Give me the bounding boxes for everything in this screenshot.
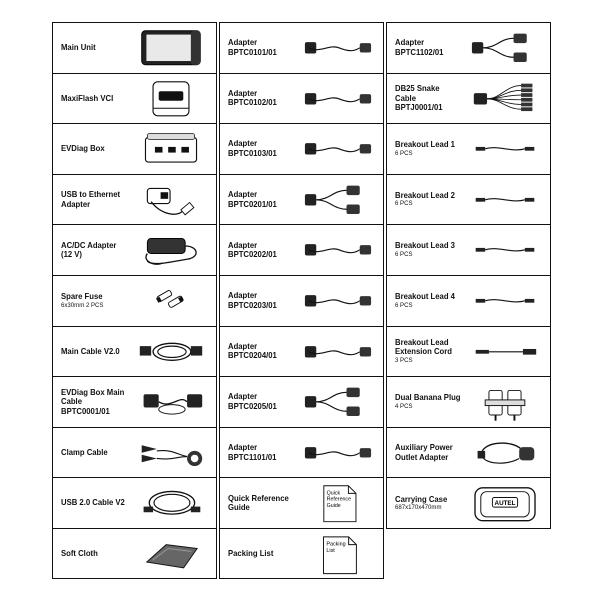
- item-cell: [387, 74, 550, 125]
- vci-device-icon: [132, 78, 210, 120]
- item-name: Adapter BPTC0101/01: [228, 37, 277, 57]
- item-cell: [53, 529, 216, 580]
- adapter-cable-icon: [299, 229, 377, 271]
- item-label: [395, 74, 473, 124]
- aux-power-icon: [466, 432, 544, 474]
- document-card-text: Packing: [326, 541, 346, 548]
- extension-cord-icon: [466, 331, 544, 373]
- carrying-case-icon: [466, 482, 544, 525]
- item-cell: [387, 428, 550, 479]
- item-cell: [387, 377, 550, 428]
- item-cell: [220, 74, 383, 125]
- items-column-2: [219, 22, 384, 579]
- item-name: EVDiag Box Main Cable BPTC0001/01: [61, 386, 125, 416]
- item-note: 6 PCS: [395, 301, 413, 309]
- item-cell: [53, 74, 216, 125]
- item-name: USB to Ethernet Adapter: [61, 188, 121, 209]
- item-name: Adapter BPTC0204/01: [228, 340, 277, 361]
- item-label: [228, 428, 306, 478]
- item-label: [61, 529, 139, 580]
- item-note: 6 PCS: [395, 149, 413, 157]
- item-name: Breakout Lead 3: [395, 240, 455, 251]
- clamp-cable-icon: [132, 432, 210, 474]
- item-name: Main Cable V2.0: [61, 345, 120, 356]
- item-label: [228, 276, 306, 326]
- item-label: [228, 74, 306, 124]
- item-label: [395, 175, 473, 225]
- item-label: [61, 175, 139, 225]
- item-label: [228, 529, 306, 580]
- adapter-cable-icon: [299, 331, 377, 373]
- item-cell: [220, 225, 383, 276]
- item-label: [228, 175, 306, 225]
- item-cell: [220, 327, 383, 378]
- adapter-cable-icon: [299, 432, 377, 474]
- item-label: [61, 327, 139, 377]
- item-note: 687x170x470mm: [395, 504, 442, 512]
- item-cell: [220, 124, 383, 175]
- item-cell: [53, 276, 216, 327]
- item-label: [61, 478, 139, 528]
- item-label: [61, 23, 139, 73]
- item-cell: [387, 276, 550, 327]
- item-name: Adapter BPTC1101/01: [228, 441, 277, 462]
- item-label: [228, 377, 306, 427]
- item-name: Spare Fuse: [61, 290, 103, 301]
- adapter-cable-icon: [299, 27, 377, 69]
- item-label: [395, 23, 473, 73]
- item-cell: [53, 175, 216, 226]
- banana-plug-icon: [466, 381, 544, 423]
- item-cell: [53, 478, 216, 529]
- item-label: [61, 124, 139, 174]
- item-label: [228, 23, 306, 73]
- item-name: Adapter BPTC0201/01: [228, 188, 277, 209]
- item-name: Main Unit: [61, 42, 96, 52]
- item-name: Adapter BPTC0102/01: [228, 87, 277, 108]
- item-name: Breakout Lead 4: [395, 290, 455, 301]
- items-column-1: [52, 22, 217, 579]
- item-name: Breakout Lead 1: [395, 139, 455, 150]
- item-cell: [220, 23, 383, 74]
- item-label: [395, 276, 473, 326]
- item-label: [61, 276, 139, 326]
- item-cell: [53, 225, 216, 276]
- items-column-3: [386, 22, 551, 529]
- item-cell: [387, 175, 550, 226]
- item-name: USB 2.0 Cable V2: [61, 497, 125, 508]
- item-name: Breakout Lead Extension Cord: [395, 336, 452, 357]
- item-label: [395, 478, 473, 529]
- item-cell: [220, 428, 383, 479]
- item-name: Adapter BPTC0203/01: [228, 290, 277, 310]
- item-name: Quick Reference Guide: [228, 492, 289, 513]
- item-name: Breakout Lead 2: [395, 189, 455, 200]
- item-label: [395, 377, 473, 427]
- document-card-text: Reference: [326, 496, 352, 503]
- item-note: 6x30mm 2 PCS: [61, 301, 104, 309]
- item-cell: [220, 175, 383, 226]
- item-cell: [220, 377, 383, 428]
- item-name: Auxiliary Power Outlet Adapter: [395, 441, 453, 462]
- item-label: [61, 428, 139, 478]
- item-name: Adapter BPTC0205/01: [228, 391, 277, 411]
- item-note: 4 PCS: [395, 402, 413, 410]
- item-cell: [387, 23, 550, 74]
- cloth-icon: [132, 533, 210, 576]
- item-cell: [53, 428, 216, 479]
- db-cable-icon: [132, 381, 210, 423]
- split-adapter-icon: [299, 179, 377, 221]
- split-adapter-icon: [466, 27, 544, 69]
- item-label: [61, 377, 139, 427]
- document-card-text: Guide: [326, 503, 341, 510]
- item-cell: [53, 124, 216, 175]
- split-adapter-icon: [299, 381, 377, 423]
- case-brand-text: AUTEL: [494, 500, 516, 508]
- adapter-cable-icon: [299, 280, 377, 322]
- item-label: [395, 428, 473, 478]
- document-card-text: Quick: [326, 490, 341, 497]
- lead-icon: [466, 280, 544, 322]
- document-icon: [299, 533, 377, 576]
- lead-icon: [466, 128, 544, 170]
- adapter-cable-icon: [299, 128, 377, 170]
- item-cell: [387, 327, 550, 378]
- item-cell: [53, 23, 216, 74]
- item-cell: [53, 377, 216, 428]
- item-name: Packing List: [228, 548, 274, 559]
- item-note: 6 PCS: [395, 200, 413, 208]
- main-cable-icon: [132, 331, 210, 373]
- item-label: [228, 327, 306, 377]
- item-name: Adapter BPTC1102/01: [395, 37, 444, 57]
- usb-ethernet-adapter-icon: [132, 179, 210, 221]
- document-icon: [299, 482, 377, 524]
- usb-cable-icon: [132, 482, 210, 524]
- item-cell: [387, 124, 550, 175]
- evdiag-box-icon: [132, 128, 210, 170]
- item-label: [395, 124, 473, 174]
- item-name: Adapter BPTC0202/01: [228, 239, 277, 260]
- item-name: Adapter BPTC0103/01: [228, 138, 277, 158]
- document-card-text: List: [326, 547, 335, 554]
- item-label: [61, 74, 139, 124]
- item-name: EVDiag Box: [61, 143, 105, 154]
- snake-cable-icon: [466, 78, 544, 120]
- item-cell: [220, 276, 383, 327]
- lead-icon: [466, 179, 544, 221]
- item-label: [395, 327, 473, 377]
- fuse-icon: [132, 280, 210, 322]
- power-adapter-icon: [132, 229, 210, 271]
- item-cell: [387, 225, 550, 276]
- item-name: Clamp Cable: [61, 446, 108, 457]
- item-name: AC/DC Adapter (12 V): [61, 239, 117, 260]
- item-cell: [387, 478, 550, 529]
- adapter-cable-icon: [299, 78, 377, 120]
- item-cell: [220, 478, 383, 529]
- item-label: [61, 225, 139, 275]
- item-name: Soft Cloth: [61, 548, 98, 559]
- item-name: DB25 Snake Cable BPTJ0001/01: [395, 83, 443, 113]
- item-note: 6 PCS: [395, 250, 413, 258]
- item-label: [228, 225, 306, 275]
- item-cell: [220, 529, 383, 580]
- lead-icon: [466, 229, 544, 271]
- item-note: 3 PCS: [395, 356, 413, 364]
- tablet-icon: [132, 27, 210, 69]
- item-name: Carrying Case: [395, 493, 448, 504]
- item-name: MaxiFlash VCI: [61, 92, 114, 103]
- item-label: [395, 225, 473, 275]
- item-label: [228, 478, 306, 528]
- item-name: Dual Banana Plug: [395, 392, 461, 403]
- item-label: [228, 124, 306, 174]
- item-cell: [53, 327, 216, 378]
